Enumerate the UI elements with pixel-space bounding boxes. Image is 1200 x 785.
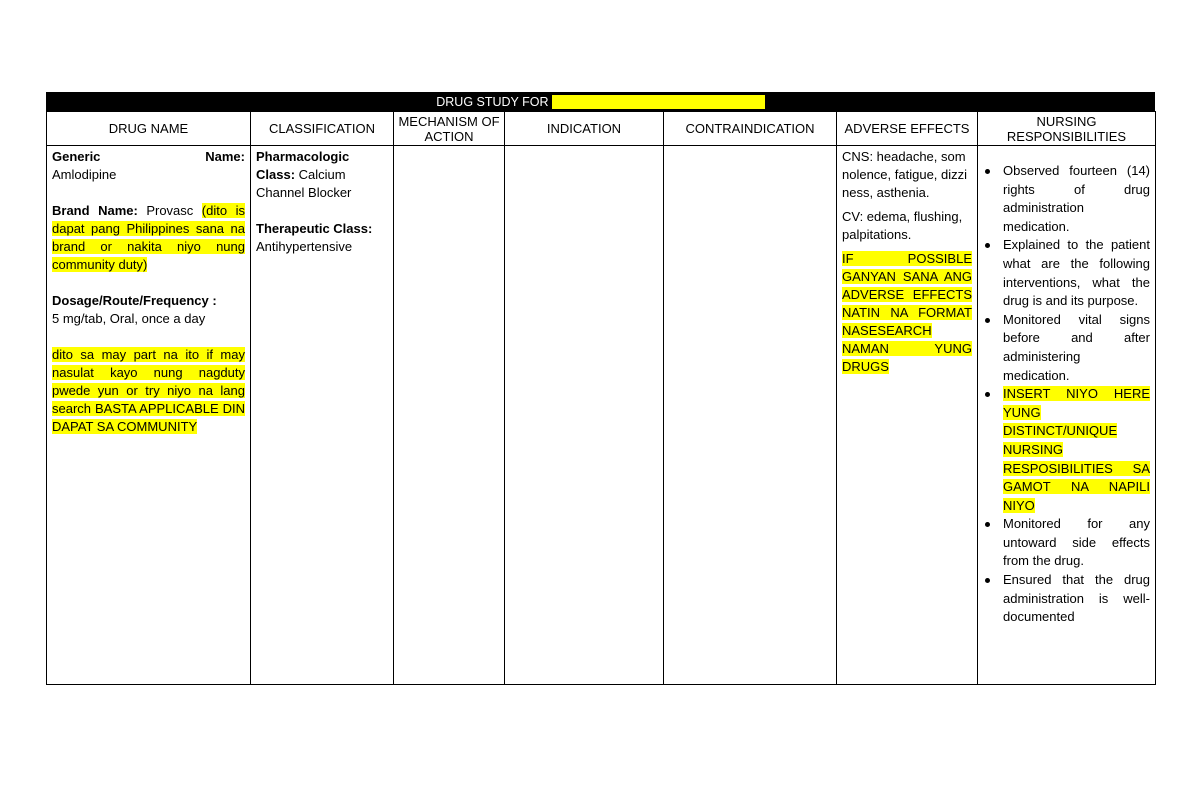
generic-label-line <box>52 148 245 166</box>
pharmacologic-class-line <box>256 148 388 202</box>
cell-mechanism <box>394 146 505 685</box>
nursing-item <box>1003 311 1150 385</box>
bullet-icon <box>985 243 990 248</box>
nursing-item-text: INSERT NIYO HERE YUNG DISTINCT/UNIQUE NURSING RESPOSIBILITIES SA GAMOT NA NAPILI NIYO <box>1003 386 1150 513</box>
pharmacologic-class-label: Pharmacologic Class: <box>256 149 350 182</box>
nursing-item-text: Observed fourteen (14) rights of drug administration medication. <box>1003 163 1150 234</box>
header-row <box>47 112 1156 146</box>
therapeutic-class-label: Therapeutic Class: <box>256 221 373 236</box>
header-indication: INDICATION <box>505 112 664 146</box>
nursing-item <box>1003 515 1150 571</box>
nursing-list <box>983 162 1150 627</box>
bullet-icon <box>985 392 990 397</box>
cell-adverse-effects <box>837 146 978 685</box>
dosage-label: Dosage/Route/Frequency : <box>52 293 217 308</box>
header-classification: CLASSIFICATION <box>251 112 394 146</box>
therapeutic-class-value: Antihypertensive <box>256 239 353 254</box>
content-row <box>47 146 1156 685</box>
nursing-item <box>1003 162 1150 236</box>
cell-classification <box>251 146 394 685</box>
header-adverse-effects: ADVERSE EFFECTS <box>837 112 978 146</box>
title-placeholder-highlight: GENERIC NAME LAGAY NIYO HERE <box>551 95 765 109</box>
title-bar <box>46 92 1155 111</box>
title-prefix: DRUG STUDY FOR <box>436 95 552 109</box>
nursing-item-text: Ensured that the drug administration is well-documented <box>1003 572 1150 625</box>
cell-drug-name <box>47 146 251 685</box>
nursing-item <box>1003 236 1150 310</box>
dosage-value: 5 mg/tab, Oral, once a day <box>52 311 206 326</box>
brand-line <box>52 202 245 274</box>
generic-label-name: Name: <box>205 149 245 164</box>
nursing-item-text: Monitored for any untoward side effects from the drug. <box>1003 516 1150 569</box>
header-contraindication: CONTRAINDICATION <box>664 112 837 146</box>
brand-note-highlight: (dito is dapat pang Philippines sana na brand or nakita niyo nung community duty) <box>52 203 245 272</box>
drug-study-sheet <box>46 92 1155 685</box>
header-drug-name: DRUG NAME <box>47 112 251 146</box>
adverse-note <box>842 250 972 376</box>
brand-value: Provasc <box>137 203 202 218</box>
cell-contraindication <box>664 146 837 685</box>
header-mechanism: MECHANISM OF ACTION <box>394 112 505 146</box>
adverse-cv: CV: edema, flushing, palpitations. <box>842 209 963 242</box>
pharmacologic-class-value: Calcium Channel Blocker <box>256 167 352 200</box>
generic-label: Generic <box>52 149 101 164</box>
generic-value: Amlodipine <box>52 167 117 182</box>
bullet-icon <box>985 578 990 583</box>
cell-nursing-responsibilities <box>978 146 1156 685</box>
adverse-note-highlight: IF POSSIBLE GANYAN SANA ANG ADVERSE EFFECTS NATIN NA FORMAT NASESEARCH NAMAN YUNG DRUGS <box>842 251 972 374</box>
bullet-icon <box>985 522 990 527</box>
nursing-item-highlight <box>1003 385 1150 515</box>
drug-study-table <box>46 111 1156 685</box>
cell-indication <box>505 146 664 685</box>
bullet-icon <box>985 169 990 174</box>
header-nursing-responsibilities: NURSING RESPONSIBILITIES <box>978 112 1156 146</box>
brand-label: Brand Name: <box>52 203 138 218</box>
nursing-item-text: Monitored vital signs before and after administering medication. <box>1003 311 1150 383</box>
nursing-item <box>1003 571 1150 627</box>
adverse-cns: CNS: headache, somnolence, fatigue, dizziness, asthenia. <box>842 149 968 200</box>
drug-name-note-highlight: dito sa may part na ito if may nasulat kayo nung nagduty pwede yun or try niyo na lang search BASTA APPLICABLE DIN DAPAT SA COMMUNITY <box>52 347 245 434</box>
bullet-icon <box>985 318 990 323</box>
drug-name-note <box>52 346 245 436</box>
nursing-item-text: Explained to the patient what are the following interventions, what the drug is and its purpose. <box>1003 237 1150 309</box>
